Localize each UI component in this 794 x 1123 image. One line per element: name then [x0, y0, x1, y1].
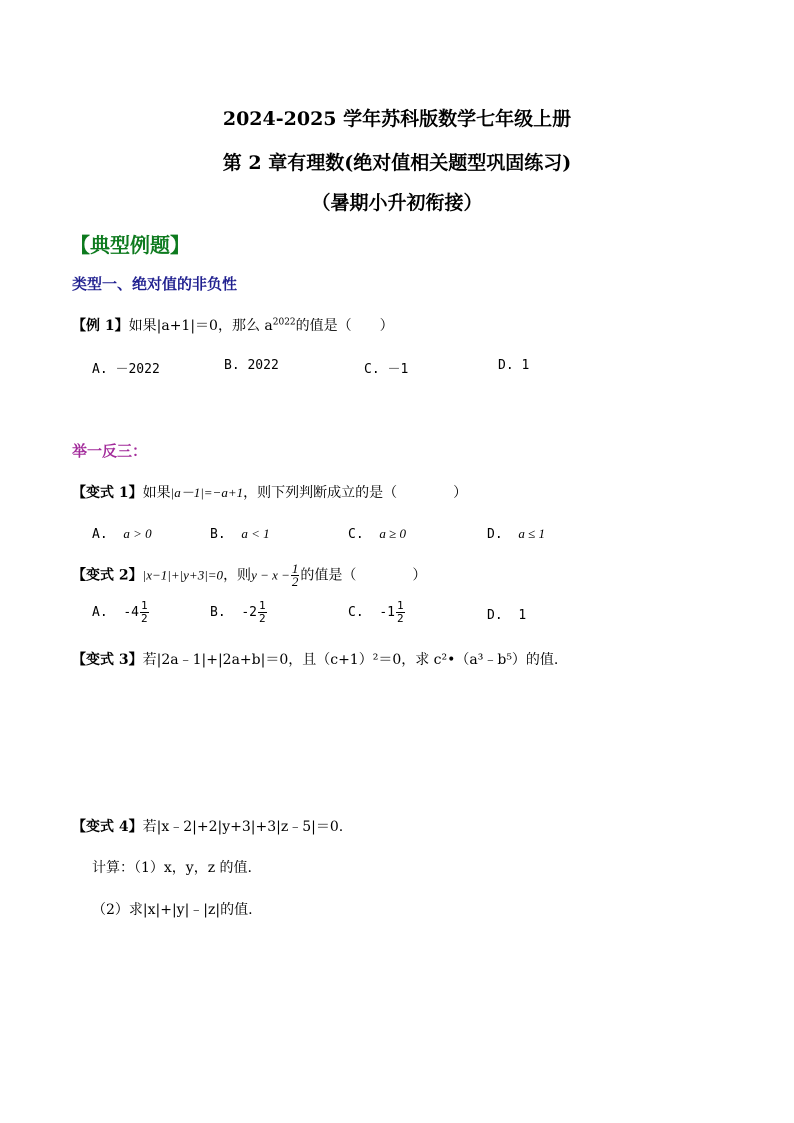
- variant-2: [72, 563, 426, 588]
- variant-4-sub-1: 计算：（1）x，y，z 的值.: [92, 860, 252, 876]
- variant-2-option-d: D. 1: [487, 608, 527, 623]
- variant-2-expression: |x−1|+|y+3|=0: [142, 567, 224, 583]
- example-1-option-d: D. 1: [498, 358, 530, 373]
- variant-4: [72, 816, 343, 836]
- variant-1-option-c: C. a ≥ 0: [348, 526, 406, 542]
- example-1-option-b: B. 2022: [224, 358, 279, 373]
- variant-4-tag: 【变式 4】: [72, 819, 143, 835]
- variant-2-option-c: C. -1 $\frac{1}{2}$: [348, 599, 404, 625]
- variant-2-tag: 【变式 2】: [72, 567, 143, 584]
- variant-2-option-b: B. -2 $\frac{1}{2}$: [210, 599, 266, 625]
- variant-1-option-a: A. a > 0: [92, 526, 152, 542]
- document-title: 2024-2025 学年苏科版数学七年级上册: [222, 108, 572, 130]
- variant-4-sub-2: （2）求|x|+|y|﹣|z|的值.: [92, 902, 253, 918]
- variant-1-text: 如果: [142, 485, 171, 501]
- example-1-tag: 【例 1】: [72, 318, 129, 334]
- document-subtitle-note: （暑期小升初衔接）: [311, 192, 483, 214]
- variant-1-option-b: B. a < 1: [210, 526, 270, 542]
- example-1-exponent: 2022: [272, 317, 296, 328]
- example-1-option-a: A. －2022: [92, 362, 160, 377]
- variant-1-option-d: D. a ≤ 1: [487, 526, 545, 542]
- variant-1-tag: 【变式 1】: [72, 485, 143, 501]
- section-heading: 【典型例题】: [70, 233, 190, 257]
- variant-1-expression: |a－1|=−a+1: [170, 485, 244, 500]
- example-1-option-c: C. －1: [364, 362, 409, 377]
- variant-4-text: 若|x﹣2|+2|y+3|+3|z﹣5|＝0.: [142, 819, 344, 835]
- variant-1-text-end: ，则下列判断成立的是（ ）: [243, 485, 468, 501]
- type-heading: 类型一、绝对值的非负性: [72, 275, 238, 293]
- variant-2-option-a: A. -4 $\frac{1}{2}$: [92, 599, 148, 625]
- variant-2-expression-2: y − x −: [251, 567, 290, 583]
- variant-2-fraction: $\frac{1}{2}$: [291, 561, 299, 589]
- variant-2-text: ，则: [223, 567, 252, 584]
- variant-3-text: 若|2a﹣1|+|2a+b|＝0，且（c+1）²＝0，求 c²•（a³﹣b⁵）的值.: [142, 652, 559, 668]
- variant-2-text-end: 的值是（ ）: [300, 567, 427, 584]
- example-1-text: 如果|a+1|＝0，那么 a: [128, 318, 273, 334]
- variant-3: [72, 649, 558, 669]
- example-1: [72, 315, 394, 335]
- practice-heading: 举一反三：: [72, 442, 148, 460]
- variant-1: [72, 482, 467, 502]
- example-1-text-end: 的值是（ ）: [295, 318, 394, 334]
- document-subtitle: 第 2 章有理数(绝对值相关题型巩固练习): [222, 152, 572, 174]
- variant-3-tag: 【变式 3】: [72, 652, 143, 668]
